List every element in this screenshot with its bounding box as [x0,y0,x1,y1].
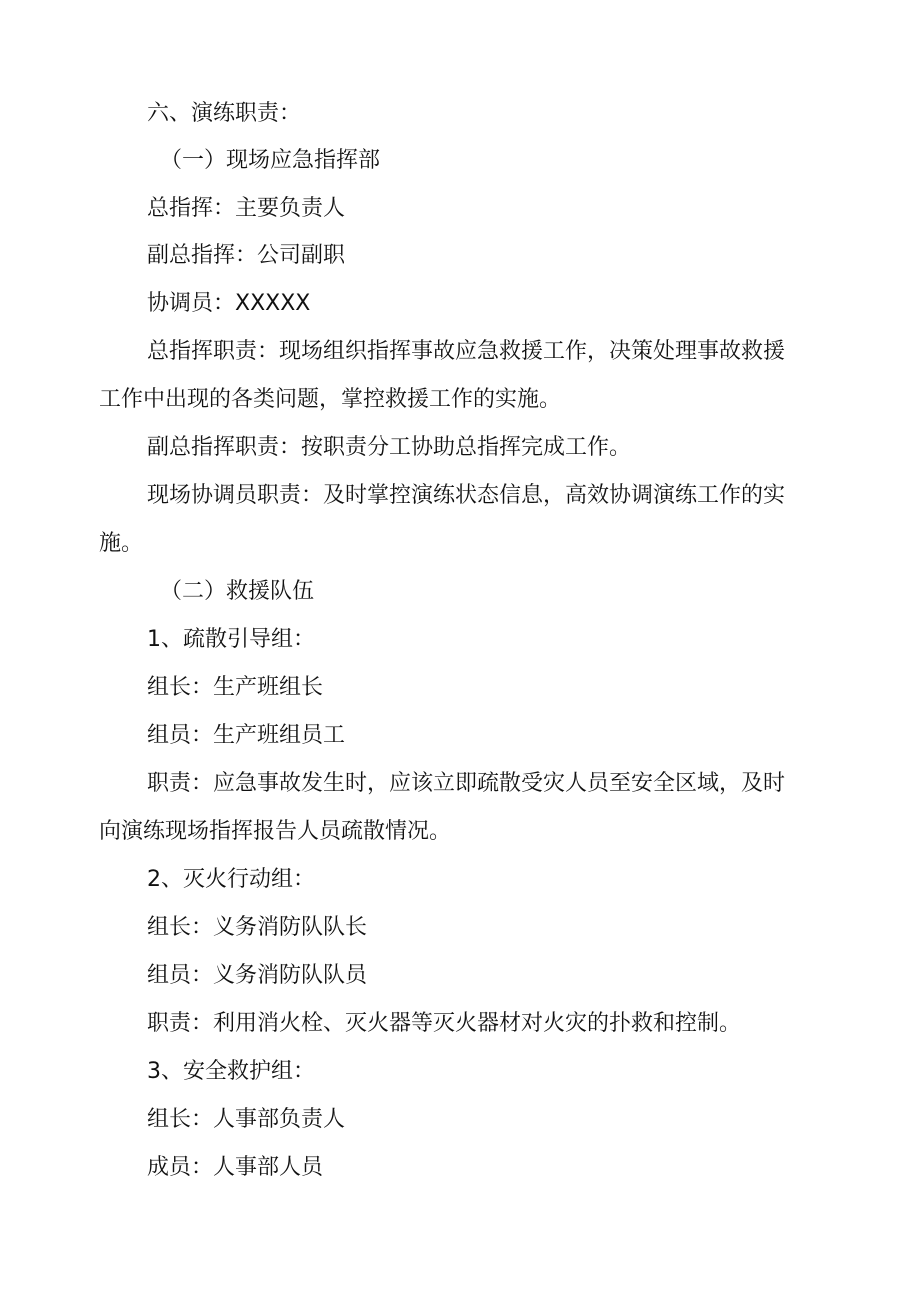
subsection-heading-rescue: （二）救援队伍 [160,579,315,604]
deputy-commander-line: 副总指挥：公司副职 [147,243,346,268]
group3-title: 3、安全救护组： [147,1059,315,1084]
group1-duty-line-1: 职责：应急事故发生时，应该立即疏散受灾人员至安全区域，及时 [147,771,786,796]
group2-title: 2、灭火行动组： [147,867,315,892]
group1-title: 1、疏散引导组： [147,627,315,652]
commander-line: 总指挥：主要负责人 [147,196,346,221]
group1-duty-line-2: 向演练现场指挥报告人员疏散情况。 [99,819,452,844]
commander-duty-line-2: 工作中出现的各类问题，掌控救援工作的实施。 [99,387,562,412]
commander-duty-line-1: 总指挥职责：现场组织指挥事故应急救援工作，决策处理事故救援 [147,339,786,364]
group2-members: 组员：义务消防队队员 [147,963,368,988]
group3-members: 成员：人事部人员 [147,1155,324,1180]
group2-leader: 组长：义务消防队队长 [147,915,368,940]
coordinator-duty-line-2: 施。 [99,531,144,556]
group1-leader: 组长：生产班组长 [147,675,324,700]
coordinator-duty-line-1: 现场协调员职责：及时掌控演练状态信息，高效协调演练工作的实 [147,483,786,508]
subsection-heading-command: （一）现场应急指挥部 [160,148,381,173]
group1-members: 组员：生产班组员工 [147,723,346,748]
coordinator-line: 协调员：XXXXX [147,291,311,316]
group3-leader: 组长：人事部负责人 [147,1107,346,1132]
group2-duty: 职责：利用消火栓、灭火器等灭火器材对火灾的扑救和控制。 [147,1011,742,1036]
deputy-duty-line: 副总指挥职责：按职责分工协助总指挥完成工作。 [147,435,632,460]
section-heading: 六、演练职责： [147,101,302,126]
